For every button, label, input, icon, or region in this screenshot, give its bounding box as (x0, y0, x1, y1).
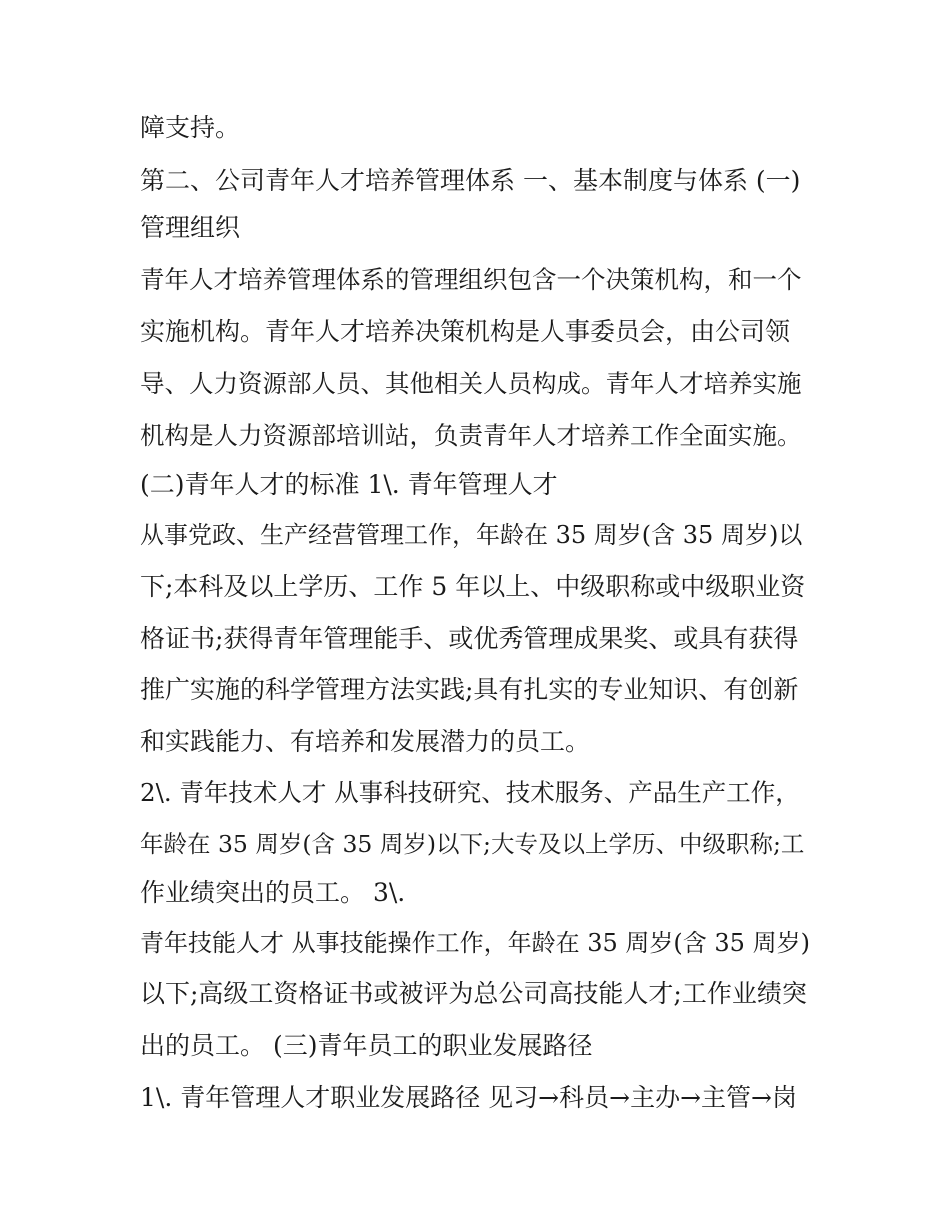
text-line: 第二、公司青年人才培养管理体系 一、基本制度与体系 (一) (140, 166, 801, 195)
text-line: 下;本科及以上学历、工作 5 年以上、中级职称或中级职业资 (140, 572, 806, 601)
text-line: 出的员工。 (三)青年员工的职业发展路径 (140, 1031, 593, 1060)
text-line: 2\. 青年技术人才 从事科技研究、技术服务、产品生产工作， (140, 778, 800, 807)
text-line: 管理组织 (140, 213, 241, 242)
text-line: 障支持。 (140, 113, 241, 142)
text-line: 1\. 青年管理人才职业发展路径 见习→科员→主办→主管→岗 (140, 1083, 797, 1112)
text-line: 导、人力资源部人员、其他相关人员构成。青年人才培养实施 (140, 369, 802, 398)
text-line: 格证书;获得青年管理能手、或优秀管理成果奖、或具有获得 (140, 624, 799, 653)
text-line: 年龄在 35 周岁(含 35 周岁)以下;大专及以上学历、中级职称;工 (140, 830, 805, 858)
text-line: 机构是人力资源部培训站，负责青年人才培养工作全面实施。 (140, 421, 802, 450)
text-line: 推广实施的科学管理方法实践;具有扎实的专业知识、有创新 (140, 675, 799, 704)
text-line: 和实践能力、有培养和发展潜力的员工。 (140, 727, 591, 756)
text-line: 实施机构。青年人才培养决策机构是人事委员会，由公司领 (140, 317, 791, 346)
text-line: 作业绩突出的员工。 3\. (140, 878, 406, 907)
text-line: 从事党政、生产经营管理工作，年龄在 35 周岁(含 35 周岁)以 (140, 521, 803, 549)
text-line: 青年人才培养管理体系的管理组织包含一个决策机构，和一个 (140, 265, 802, 294)
text-line: 青年技能人才 从事技能操作工作，年龄在 35 周岁(含 35 周岁) (140, 929, 810, 957)
text-line: 以下;高级工资格证书或被评为总公司高技能人才;工作业绩突 (140, 979, 807, 1008)
text-line: (二)青年人才的标准 1\. 青年管理人才 (140, 470, 558, 499)
